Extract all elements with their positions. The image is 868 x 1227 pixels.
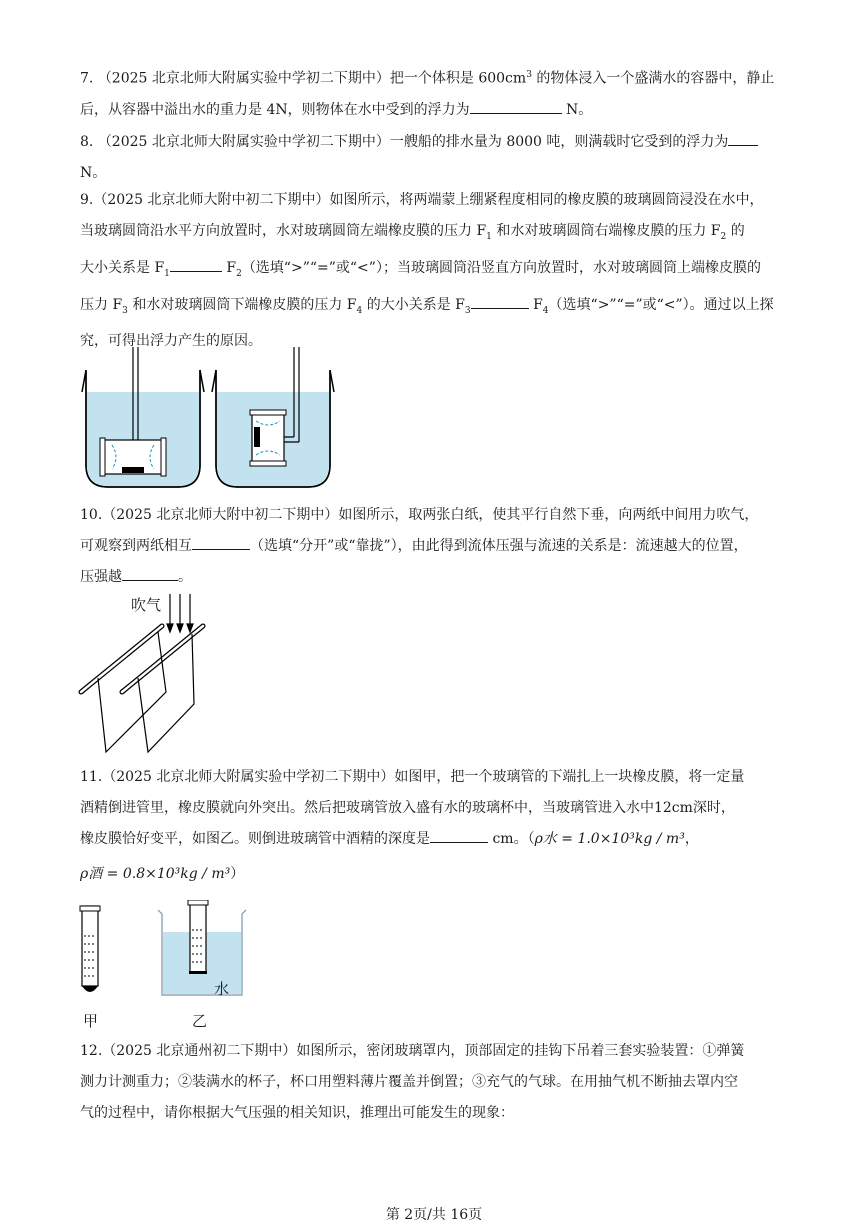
q10-line-2b: （选填“分开”或“靠拢”），由此得到流体压强与流速的关系是：流速越大的位置，: [250, 538, 748, 554]
q12-line-2: 测力计测重力；②装满水的杯子，杯口用塑料薄片覆盖并倒置；③充气的气球。在用抽气机不断抽去罩内空: [80, 1074, 738, 1090]
tube-jia: [82, 906, 98, 986]
q9-line-5: 究，可得出浮力产生的原因。: [80, 333, 262, 350]
q10-line-2a: 可观察到两纸相互: [80, 538, 192, 554]
q7-answer-blank[interactable]: [470, 97, 562, 114]
question-11: [80, 762, 792, 890]
q8-text-1: 一艘船的排水量为 8000 吨，则满载时它受到的浮力为: [389, 134, 729, 150]
q10-blank-2[interactable]: [122, 564, 178, 581]
question-12: [80, 1036, 792, 1129]
q9-line-4d: F: [528, 296, 543, 313]
q9-line-4a: 压力 F: [80, 296, 123, 313]
q9-blank-1[interactable]: [170, 255, 222, 272]
q9-sub-2b: 2: [236, 268, 242, 279]
q12-source: （2025 北京通州初二下期中）: [102, 1043, 297, 1059]
q8-unit: N。: [80, 165, 107, 181]
q11-line-1: 如图甲，把一个玻璃管的下端扎上一块橡皮膜，将一定量: [394, 769, 745, 785]
q9-sub-3: 3: [122, 305, 128, 316]
q9-line-2c: 的: [726, 223, 745, 239]
q9-line-2b: 和水对玻璃圆筒右端橡皮膜的压力 F: [491, 223, 721, 239]
question-7: [80, 60, 792, 126]
q10-figure-papers: [76, 592, 216, 757]
q11-line-3a: 橡皮膜恰好变平，如图乙。则倒进玻璃管中酒精的深度是: [80, 831, 430, 847]
q11-line-2: 酒精倒进管里，橡皮膜就向外突出。然后把玻璃管放入盛有水的玻璃杯中，当玻璃管进入水中12cm深时，: [80, 800, 735, 816]
q7-sup: 3: [526, 70, 532, 80]
q9-line-2a: 当玻璃圆筒沿水平方向放置时，水对玻璃圆筒左端橡皮膜的压力 F: [80, 223, 487, 239]
q10-line-3b: 。: [178, 569, 192, 585]
q10-blank-1[interactable]: [192, 533, 250, 550]
q7-source: （2025 北京北师大附属实验中学初二下期中）: [97, 70, 390, 87]
q9-sub-1b: 1: [164, 268, 170, 279]
q7-unit: N。: [561, 101, 593, 118]
q11-rho-alcohol: ρ酒 = 0.8×10³kg / m³: [80, 866, 231, 882]
q9-source: （2025 北京北师大附中初二下期中）: [93, 192, 330, 208]
question-9: [80, 185, 792, 357]
q7-number: 7.: [80, 70, 94, 87]
q9-sub-2: 2: [720, 231, 727, 242]
q8-number: 8.: [80, 134, 94, 150]
question-8: [80, 127, 792, 189]
q9-sub-1: 1: [486, 231, 492, 242]
q11-label-water: 水: [214, 980, 230, 998]
q9-sub-4: 4: [356, 305, 363, 316]
page-footer: 第 2页/共 16页: [385, 1207, 483, 1223]
q11-number: 11.: [80, 769, 103, 785]
q12-number: 12.: [80, 1043, 103, 1059]
q11-line-3c: ，: [684, 831, 699, 847]
q7-line-1: [80, 60, 792, 126]
q8-source: （2025 北京北师大附属实验中学初二下期中）: [97, 134, 390, 150]
q12-line-1: 如图所示，密闭玻璃罩内，顶部固定的挂钩下吊着三套实验装置：①弹簧: [296, 1043, 745, 1059]
q10-line-1: 如图所示，取两张白纸，使其平行自然下垂，向两纸中间用力吹气，: [338, 507, 759, 523]
question-10: [80, 500, 792, 593]
q11-line-3b: cm。（: [488, 831, 535, 847]
q9-line-4c: 的大小关系是 F: [362, 296, 465, 313]
q9-line-3b: F: [221, 259, 237, 276]
q10-source: （2025 北京北师大附中初二下期中）: [102, 507, 339, 523]
q9-line-4b: 和水对玻璃圆筒下端橡皮膜的压力 F: [127, 296, 357, 313]
q9-sub-4b: 4: [542, 305, 549, 316]
q7-text-2: 的物体浸入一个盛满水的容器中，静止后，从容器中溢出水的重力是 4N，则物体在水中受到的浮力为: [80, 70, 775, 118]
q11-line-4b: ）: [230, 866, 245, 882]
q11-label-jia: 甲: [83, 1012, 99, 1030]
tube-yi: [190, 900, 206, 972]
q9-line-1: 如图所示，将两端蒙上绷紧程度相同的橡皮膜的玻璃圆筒浸没在水中，: [329, 192, 764, 208]
q11-label-yi: 乙: [192, 1012, 208, 1030]
q9-line-4e: （选填“>”“=”或“<”）。通过以上探: [548, 296, 774, 313]
q9-line-3c: （选填“>”“=”或“<”）；当玻璃圆筒沿竖直方向放置时，水对玻璃圆筒上端橡皮膜的: [241, 259, 761, 276]
q9-blank-2[interactable]: [471, 292, 529, 309]
q12-line-3: 气的过程中，请你根据大气压强的相关知识，推理出可能发生的现象：: [80, 1105, 514, 1121]
q11-blank-1[interactable]: [430, 826, 488, 843]
q9-line-3a: 大小关系是 F: [80, 259, 165, 276]
membrane-bulge: [82, 986, 98, 992]
q10-blow-label: 吹气: [131, 596, 162, 614]
q9-sub-3b: 3: [464, 305, 471, 316]
q9-figure-beakers: [76, 345, 336, 495]
q9-number: 9.: [80, 192, 94, 208]
q10-number: 10.: [80, 507, 103, 523]
q10-line-3a: 压强越: [80, 569, 122, 585]
q11-rho-water: ρ水 = 1.0×10³kg / m³: [534, 831, 685, 847]
q7-text-1: 把一个体积是 600cm: [389, 70, 527, 87]
q11-source: （2025 北京北师大附属实验中学初二下期中）: [102, 769, 395, 785]
q8-answer-blank[interactable]: [728, 129, 758, 146]
paper-sheet-2: [138, 634, 194, 752]
